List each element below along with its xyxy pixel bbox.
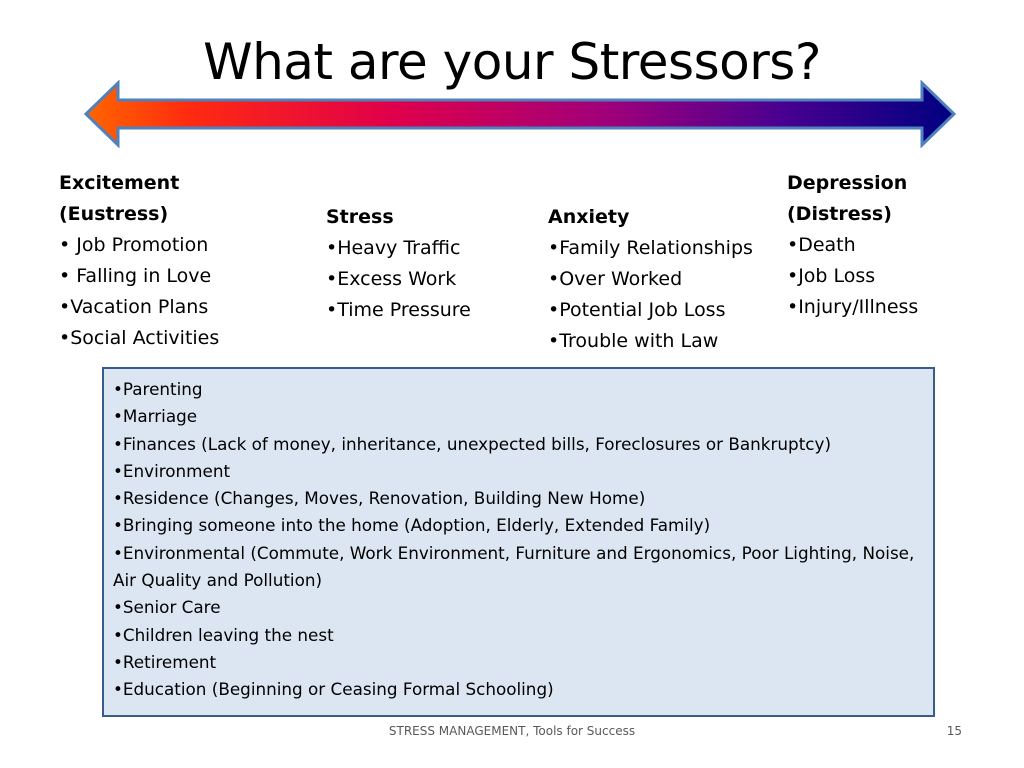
list-item: •Residence (Changes, Moves, Renovation, Building New Home) [113,488,646,509]
list-item: •Trouble with Law [548,330,719,352]
column-heading: Anxiety [548,206,630,228]
column-heading-subtitle: (Distress) [787,203,892,225]
slide-footer: STRESS MANAGEMENT, Tools for Success [388,724,636,738]
column-heading: Excitement [59,172,180,194]
list-item: • Job Promotion [59,234,209,256]
slide-title: What are your Stressors? [203,33,821,91]
list-item: •Over Worked [548,268,683,290]
list-item: •Heavy Traffic [326,237,461,259]
list-item: •Parenting [113,379,203,399]
list-item: •Social Activities [59,327,220,349]
list-item: •Job Loss [787,265,876,287]
list-item: •Potential Job Loss [548,299,726,321]
list-item: •Time Pressure [326,299,471,321]
list-item: •Bringing someone into the home (Adoption, Elderly, Extended Family) [113,515,711,536]
column-excitement [59,168,219,354]
list-item: •Family Relationships [548,237,753,259]
list-item: •Death [787,234,856,256]
list-item: •Environment [113,460,231,481]
column-heading: Stress [326,206,394,228]
stress-spectrum-arrow [80,80,960,148]
column-depression [787,168,918,323]
column-anxiety [548,202,753,357]
column-stress [326,202,471,326]
list-item: •Finances (Lack of money, inheritance, unexpected bills, Foreclosures or Bankruptcy) [113,433,831,454]
list-item: •Injury/Illness [787,296,919,318]
list-item: •Senior Care [113,597,221,618]
list-item: •Environmental (Commute, Work Environment, Furniture and Ergonomics, Poor Lighting, Noise, Air Quality and Pollution) [113,542,915,591]
list-item: •Retirement [113,651,217,672]
column-heading: Depression [787,172,908,194]
list-item: •Vacation Plans [59,296,209,318]
list-item: •Excess Work [326,268,457,290]
list-item: • Falling in Love [59,265,212,287]
list-item: •Education (Beginning or Ceasing Formal Schooling) [113,679,554,700]
stressors-list-box [102,367,935,717]
column-heading-subtitle: (Eustress) [59,203,169,225]
list-item: •Children leaving the nest [113,624,334,645]
slide-page-number: 15 [946,724,962,738]
list-item: •Marriage [113,406,198,427]
